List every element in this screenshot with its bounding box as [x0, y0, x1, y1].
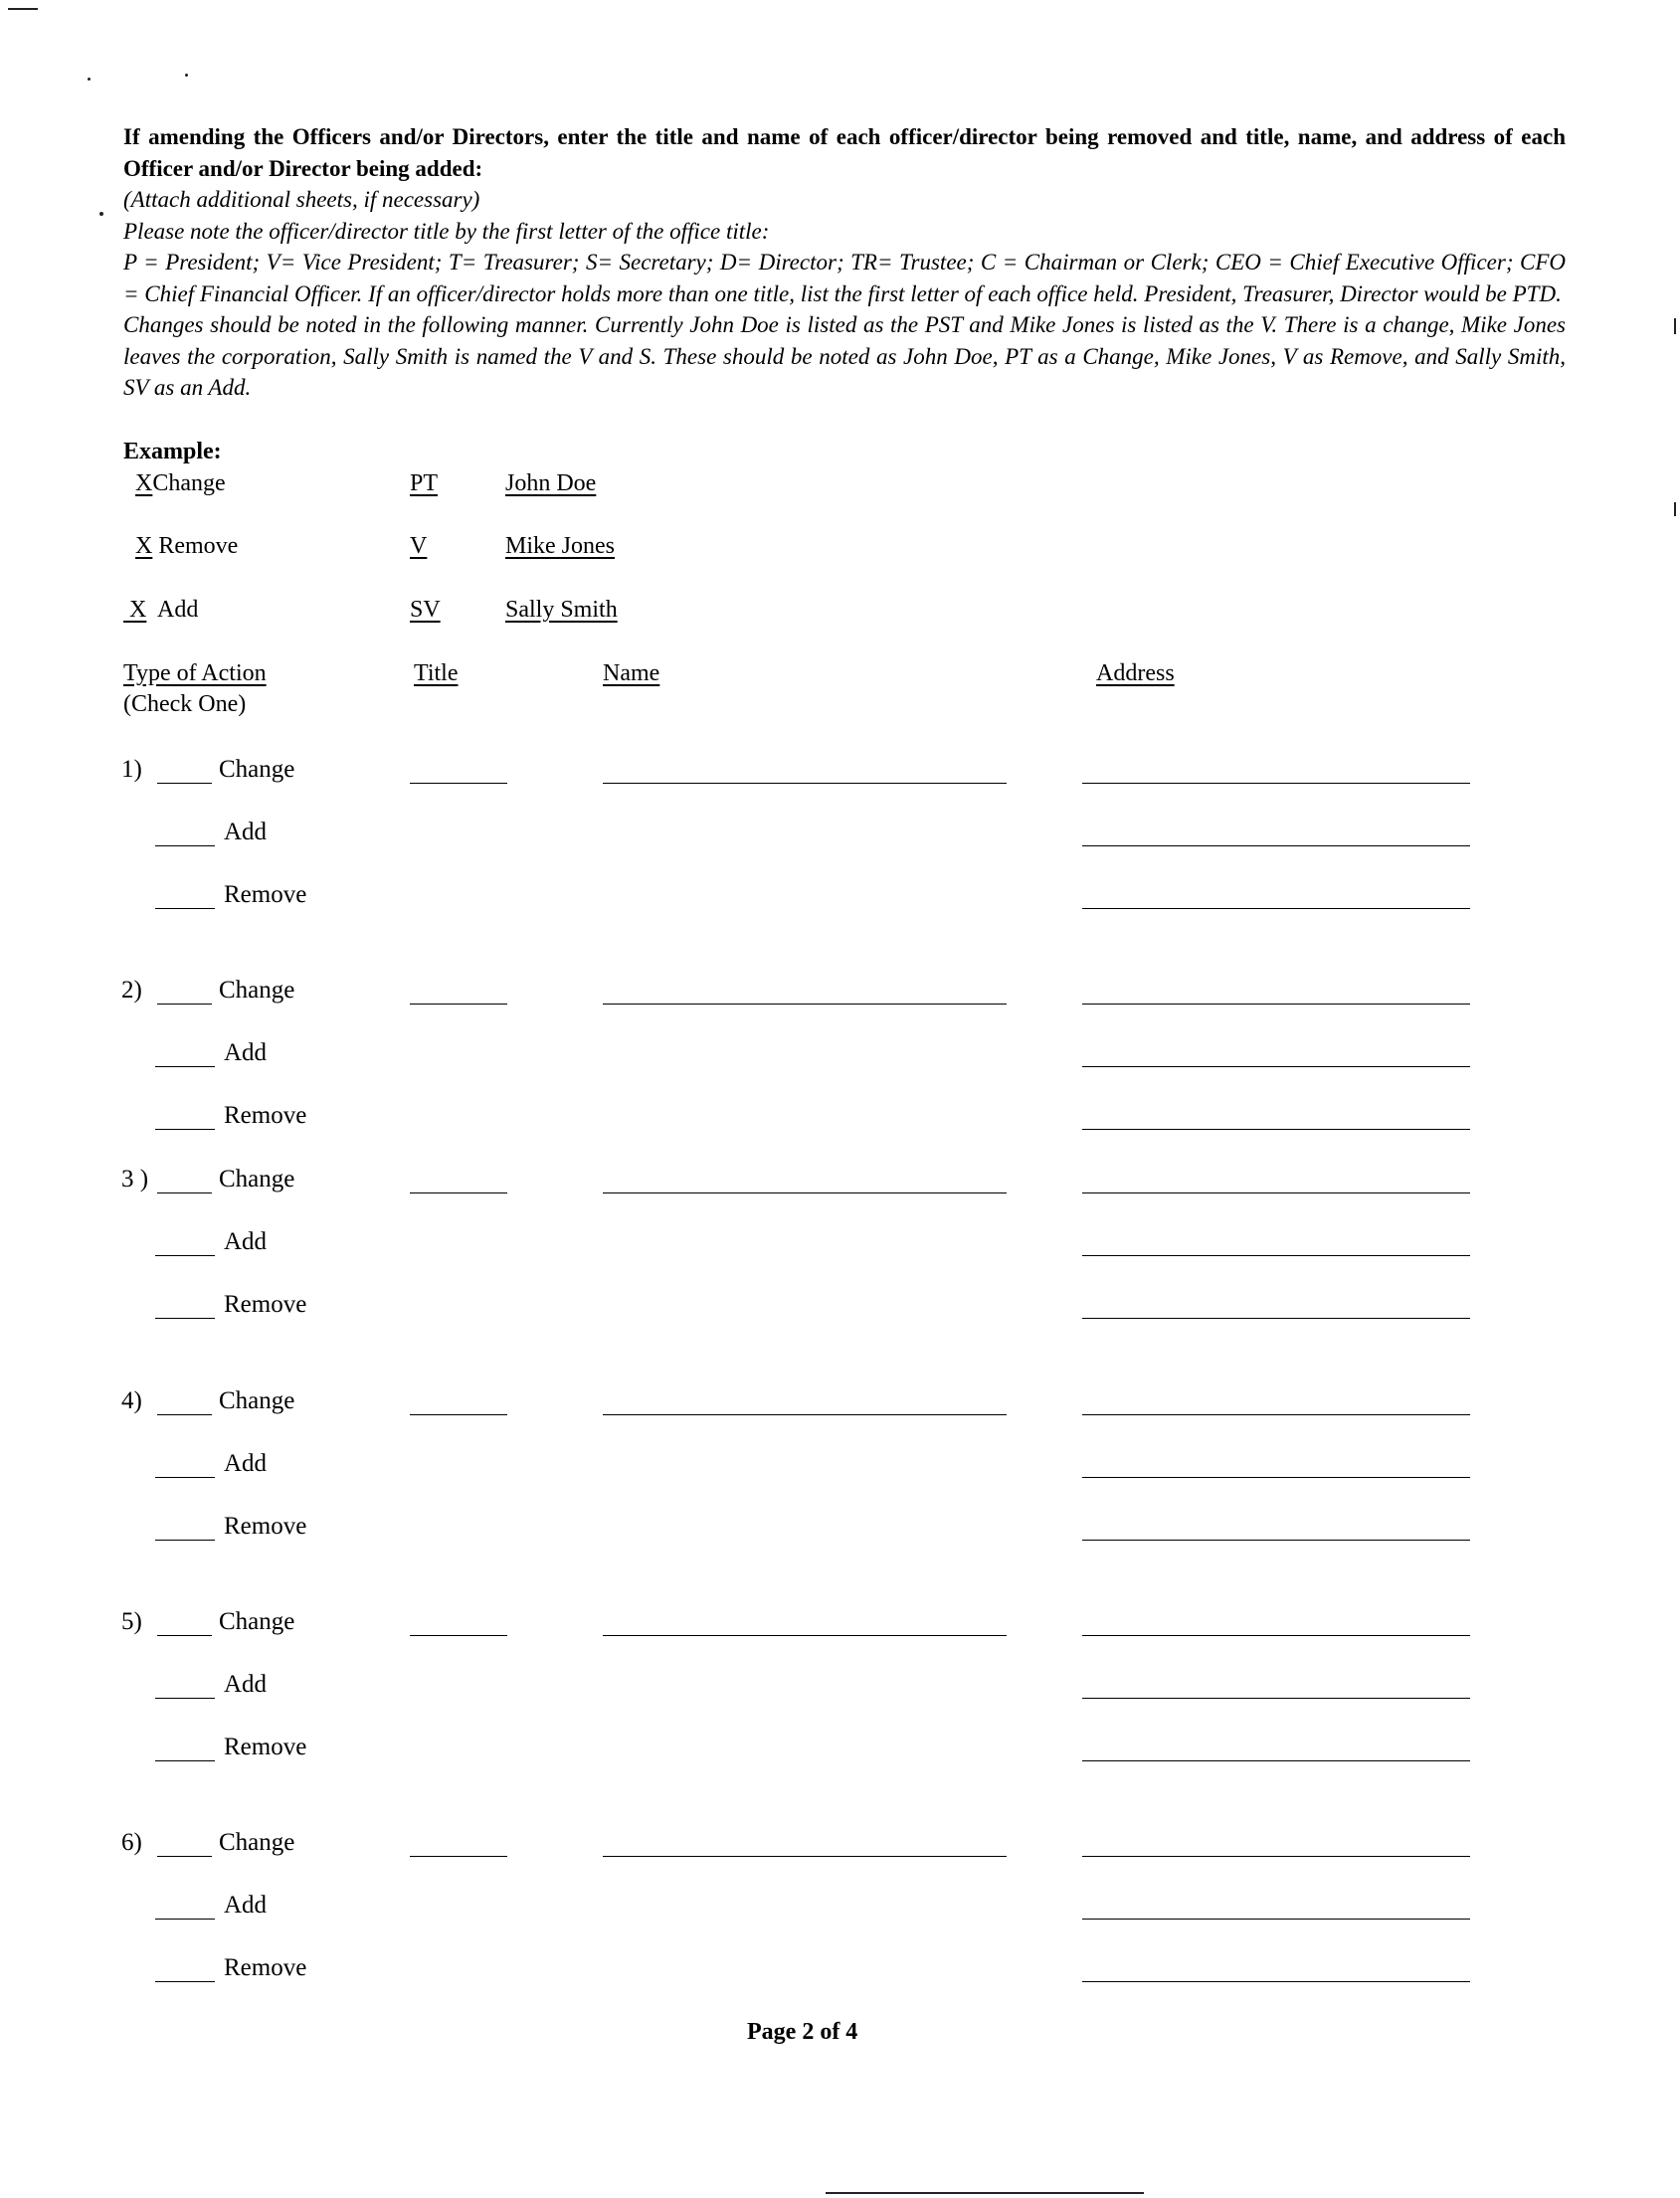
- title-note: Please note the officer/director title by the first letter of the office title:: [123, 218, 770, 244]
- title-field[interactable]: [410, 1004, 507, 1005]
- scan-mark: [826, 2192, 1144, 2194]
- remove-label: Remove: [224, 1291, 307, 1318]
- instructions-block: [123, 121, 1566, 404]
- instructions-heading: If amending the Officers and/or Directors, enter the title and name of each officer/director being removed and title, name, and address of each Officer and/or Director being added:: [123, 124, 1566, 181]
- add-label: Add: [224, 1039, 268, 1066]
- add-checkbox-line[interactable]: [155, 1919, 215, 1920]
- example-label: Example:: [123, 439, 222, 464]
- remove-label: Remove: [224, 881, 307, 908]
- entry-number: 4): [121, 1387, 142, 1414]
- scan-mark: [1674, 318, 1676, 334]
- entry-number: 5): [121, 1608, 142, 1635]
- entry-number: 3 ): [121, 1166, 149, 1192]
- entry-number: 2): [121, 977, 142, 1004]
- example-row-remove-title: V: [410, 533, 428, 559]
- example-row-add-title: SV: [410, 597, 441, 623]
- title-field[interactable]: [410, 1856, 507, 1857]
- change-label: Change: [219, 1166, 295, 1192]
- scan-mark: [1674, 502, 1676, 516]
- title-field[interactable]: [410, 783, 507, 784]
- page-number: Page 2 of 4: [747, 2019, 858, 2045]
- address-field-add[interactable]: [1082, 1477, 1470, 1478]
- attach-note: (Attach additional sheets, if necessary): [123, 187, 480, 212]
- title-field[interactable]: [410, 1635, 507, 1636]
- manner-note: Changes should be noted in the following manner. Currently John Doe is listed as the PST and Mike Jones is listed as the V. There is a change, Mike Jones leaves the corporation, Sally Smith is named the V and S. These should be noted as John Doe, PT as a Change, Mike Jones, V as Remove, and Sally Smith, SV as an Add.: [123, 312, 1566, 400]
- change-label: Change: [219, 1387, 295, 1414]
- add-label: Add: [224, 1892, 268, 1919]
- title-field[interactable]: [410, 1192, 507, 1193]
- add-label: Add: [224, 819, 268, 845]
- entry-number: 1): [121, 756, 142, 783]
- add-checkbox-line[interactable]: [155, 1477, 215, 1478]
- address-field-change[interactable]: [1082, 1414, 1470, 1415]
- add-label: Add: [224, 1228, 268, 1255]
- scan-mark: [185, 74, 188, 77]
- address-field-remove[interactable]: [1082, 1981, 1470, 1982]
- column-header-type: Type of Action: [123, 660, 267, 686]
- scan-mark: [99, 212, 103, 216]
- add-checkbox-line[interactable]: [155, 1255, 215, 1256]
- add-checkbox-line[interactable]: [155, 845, 215, 846]
- address-field-add[interactable]: [1082, 1698, 1470, 1699]
- address-field-remove[interactable]: [1082, 1129, 1470, 1130]
- example-row-change-action: XChange: [135, 470, 226, 496]
- entry-number: 6): [121, 1829, 142, 1856]
- remove-label: Remove: [224, 1954, 307, 1981]
- column-header-address: Address: [1096, 660, 1175, 686]
- add-checkbox-line[interactable]: [155, 1066, 215, 1067]
- remove-checkbox-line[interactable]: [155, 1129, 215, 1130]
- address-field-change[interactable]: [1082, 1192, 1470, 1193]
- change-label: Change: [219, 1608, 295, 1635]
- change-checkbox-line[interactable]: [157, 1414, 212, 1415]
- column-header-type-sub: (Check One): [123, 691, 247, 717]
- title-codes: P = President; V= Vice President; T= Treasurer; S= Secretary; D= Director; TR= Trustee; C = Chairman or Clerk; CEO = Chief Executive Officer; CFO = Chief Financial Officer. If an officer/director holds more than one title, list the first letter of each office held. President, Treasurer, Director would be PTD.: [123, 250, 1566, 306]
- address-field-change[interactable]: [1082, 1635, 1470, 1636]
- address-field-remove[interactable]: [1082, 908, 1470, 909]
- change-checkbox-line[interactable]: [157, 1004, 212, 1005]
- remove-label: Remove: [224, 1513, 307, 1540]
- change-checkbox-line[interactable]: [157, 1192, 212, 1193]
- remove-label: Remove: [224, 1102, 307, 1129]
- remove-checkbox-line[interactable]: [155, 1981, 215, 1982]
- address-field-add[interactable]: [1082, 845, 1470, 846]
- add-label: Add: [224, 1450, 268, 1477]
- example-row-add-name: Sally Smith: [505, 597, 618, 623]
- remove-label: Remove: [224, 1734, 307, 1760]
- change-checkbox-line[interactable]: [157, 1635, 212, 1636]
- address-field-remove[interactable]: [1082, 1318, 1470, 1319]
- change-label: Change: [219, 977, 295, 1004]
- address-field-remove[interactable]: [1082, 1760, 1470, 1761]
- change-checkbox-line[interactable]: [157, 783, 212, 784]
- name-field[interactable]: [603, 1856, 1007, 1857]
- name-field[interactable]: [603, 1635, 1007, 1636]
- name-field[interactable]: [603, 1192, 1007, 1193]
- address-field-add[interactable]: [1082, 1066, 1470, 1067]
- remove-checkbox-line[interactable]: [155, 1540, 215, 1541]
- example-row-remove-action: X Remove: [135, 533, 239, 559]
- change-checkbox-line[interactable]: [157, 1856, 212, 1857]
- address-field-add[interactable]: [1082, 1255, 1470, 1256]
- name-field[interactable]: [603, 1004, 1007, 1005]
- address-field-remove[interactable]: [1082, 1540, 1470, 1541]
- example-row-change-title: PT: [410, 470, 439, 496]
- column-header-title: Title: [414, 660, 459, 686]
- example-row-change-name: John Doe: [505, 470, 597, 496]
- column-header-name: Name: [603, 660, 660, 686]
- example-row-remove-name: Mike Jones: [505, 533, 615, 559]
- add-checkbox-line[interactable]: [155, 1698, 215, 1699]
- scan-mark: [8, 8, 38, 10]
- address-field-change[interactable]: [1082, 1856, 1470, 1857]
- remove-checkbox-line[interactable]: [155, 908, 215, 909]
- address-field-add[interactable]: [1082, 1919, 1470, 1920]
- remove-checkbox-line[interactable]: [155, 1760, 215, 1761]
- add-label: Add: [224, 1671, 268, 1698]
- title-field[interactable]: [410, 1414, 507, 1415]
- example-row-add-action: X Add: [129, 597, 199, 623]
- change-label: Change: [219, 1829, 295, 1856]
- name-field[interactable]: [603, 783, 1007, 784]
- change-label: Change: [219, 756, 295, 783]
- remove-checkbox-line[interactable]: [155, 1318, 215, 1319]
- address-field-change[interactable]: [1082, 1004, 1470, 1005]
- name-field[interactable]: [603, 1414, 1007, 1415]
- scan-mark: [88, 78, 91, 81]
- address-field-change[interactable]: [1082, 783, 1470, 784]
